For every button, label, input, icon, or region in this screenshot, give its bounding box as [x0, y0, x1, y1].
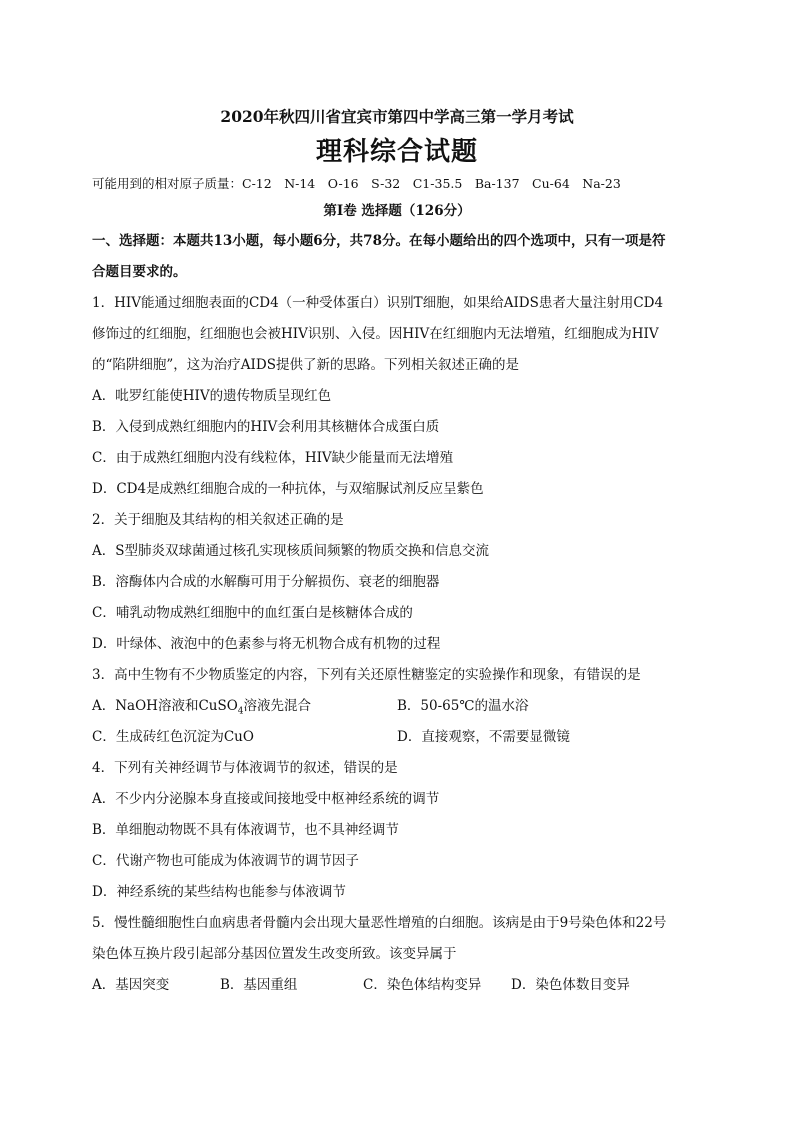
q2-option-c: C．哺乳动物成熟红细胞中的血红蛋白是核糖体合成的	[92, 605, 413, 621]
q1-stem-1: 1．HIV能通过细胞表面的CD4（一种受体蛋白）识别T细胞，如果给AIDS患者大量注射用CD4	[92, 295, 664, 311]
question-2	[92, 505, 702, 660]
q4-option-a: A．不少内分泌腺本身直接或间接地受中枢神经系统的调节	[92, 791, 440, 807]
q3-stem: 3．高中生物有不少物质鉴定的内容，下列有关还原性糖鉴定的实验操作和现象，有错误的是	[92, 667, 641, 683]
q3-option-c: C．生成砖红色沉淀为CuO	[92, 729, 254, 745]
q1-option-b: B．入侵到成熟红细胞内的HIV会利用其核糖体合成蛋白质	[92, 419, 440, 435]
question-4	[92, 753, 702, 908]
exam-title: 2020年秋四川省宜宾市第四中学高三第一学月考试	[220, 107, 574, 126]
q3-option-b: B．50-65℃的温水浴	[397, 698, 529, 714]
q5-option-a: A．基因突变	[92, 977, 170, 993]
q5-option-b: B．基因重组	[220, 977, 298, 993]
instructions-line2: 合题目要求的。	[92, 264, 187, 280]
question-3	[92, 660, 702, 753]
q1-option-c: C．由于成熟红细胞内没有线粒体，HIV缺少能量而无法增殖	[92, 450, 454, 466]
q1-option-a: A．吡罗红能使HIV的遗传物质呈现红色	[92, 388, 332, 404]
q5-stem-2: 染色体互换片段引起部分基因位置发生改变所致。该变异属于	[92, 946, 457, 962]
q1-stem-3: 的“陷阱细胞”，这为治疗AIDS提供了新的思路。下列相关叙述正确的是	[92, 357, 519, 373]
q4-option-d: D．神经系统的某些结构也能参与体液调节	[92, 884, 346, 900]
q5-options-row	[92, 970, 702, 1001]
q3-option-d: D．直接观察，不需要显微镜	[397, 729, 570, 745]
question-1	[92, 288, 702, 505]
q5-stem-1: 5．慢性髓细胞性白血病患者骨髓内会出现大量恶性增殖的白细胞。该病是由于9号染色体和22号	[92, 915, 667, 931]
q4-option-c: C．代谢产物也可能成为体液调节的调节因子	[92, 853, 359, 869]
q2-option-a: A．S型肺炎双球菌通过核孔实现核质间频繁的物质交换和信息交流	[92, 543, 489, 559]
subject-title: 理科综合试题	[315, 137, 478, 167]
page-content	[92, 100, 702, 1001]
q1-stem-2: 修饰过的红细胞，红细胞也会被HIV识别、入侵。因HIV在红细胞内无法增殖，红细胞成为HIV	[92, 326, 659, 342]
q2-option-d: D．叶绿体、液泡中的色素参与将无机物合成有机物的过程	[92, 636, 441, 652]
q3-option-a	[92, 691, 397, 722]
instructions-line1: 一、选择题：本题共13小题，每小题6分，共78分。在每小题给出的四个选项中，只有一项是符	[92, 233, 666, 249]
q2-option-b: B．溶酶体内合成的水解酶可用于分解损伤、衰老的细胞器	[92, 574, 440, 590]
atomic-masses: 可能用到的相对原子质量：C-12 N-14 O-16 S-32 C1-35.5 Ba-137 Cu-64 Na-23	[92, 176, 621, 191]
question-5	[92, 908, 702, 1001]
section-title: 第I卷 选择题（126分）	[323, 203, 471, 219]
q4-stem: 4．下列有关神经调节与体液调节的叙述，错误的是	[92, 760, 398, 776]
q1-option-d: D．CD4是成熟红细胞合成的一种抗体，与双缩脲试剂反应呈紫色	[92, 481, 484, 497]
q3-option-a-pre: A．NaOH溶液和CuSO	[92, 698, 238, 714]
q5-option-c: C．染色体结构变异	[363, 977, 482, 993]
q3-option-a-post: 溶液先混合	[243, 698, 312, 714]
q4-option-b: B．单细胞动物既不具有体液调节，也不具神经调节	[92, 822, 399, 838]
q3-options-row-2	[92, 722, 702, 753]
q3-options-row-1	[92, 691, 702, 722]
q3-option-a-sub: 4	[237, 706, 244, 717]
q2-stem: 2．关于细胞及其结构的相关叙述正确的是	[92, 512, 344, 528]
q5-option-d: D．染色体数目变异	[511, 977, 630, 993]
